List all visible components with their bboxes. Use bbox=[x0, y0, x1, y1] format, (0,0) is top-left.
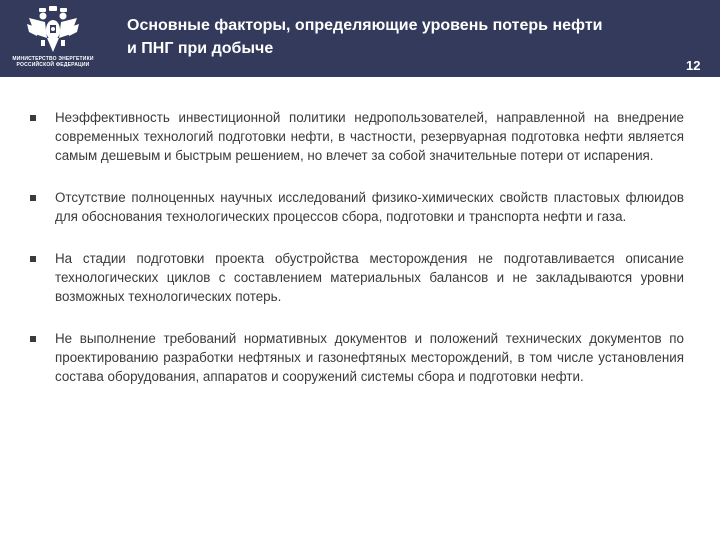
bullet-item bbox=[28, 188, 684, 226]
square-bullet-icon bbox=[30, 115, 36, 121]
slide-title bbox=[127, 14, 687, 60]
ministry-name bbox=[6, 56, 100, 68]
square-bullet-icon bbox=[30, 336, 36, 342]
bullet-text: Неэффективность инвестиционной политики недропользователей, направленной на внедрение современных технологий подготовки нефти, в частности, резервуарная подготовка нефти является самым дешевым и быстрым решением, но влечет за собой значительные потери от испарения. bbox=[55, 110, 684, 163]
bullet-item bbox=[28, 329, 684, 386]
square-bullet-icon bbox=[30, 195, 36, 201]
double-headed-eagle-icon bbox=[25, 6, 81, 54]
bullet-list bbox=[28, 108, 684, 409]
ministry-logo bbox=[0, 0, 106, 77]
bullet-item bbox=[28, 249, 684, 306]
header-bar bbox=[0, 0, 720, 77]
page-number: 12 bbox=[686, 58, 701, 73]
square-bullet-icon bbox=[30, 256, 36, 262]
bullet-item bbox=[28, 108, 684, 165]
slide-title-line1: Основные факторы, определяющие уровень потерь нефти bbox=[127, 17, 603, 34]
bullet-text: Отсутствие полноценных научных исследований физико-химических свойств пластовых флюидов для обоснования технологических процессов сбора, подготовки и транспорта нефти и газа. bbox=[55, 190, 684, 224]
bullet-text: Не выполнение требований нормативных документов и положений технических документов по проектированию разработки нефтяных и газонефтяных месторождений, в том числе установления состава оборудования, аппаратов и сооружений системы сбора и подготовки нефти. bbox=[55, 331, 684, 384]
bullet-text: На стадии подготовки проекта обустройства месторождения не подготавливается описание технологических циклов с составлением материальных балансов и не закладываются уровни возможных технологических потерь. bbox=[55, 251, 684, 304]
slide-title-line2: и ПНГ при добыче bbox=[127, 40, 274, 57]
ministry-name-line2: РОССИЙСКОЙ ФЕДЕРАЦИИ bbox=[16, 62, 90, 68]
ministry-name-line1: МИНИСТЕРСТВО ЭНЕРГЕТИКИ bbox=[12, 56, 94, 62]
